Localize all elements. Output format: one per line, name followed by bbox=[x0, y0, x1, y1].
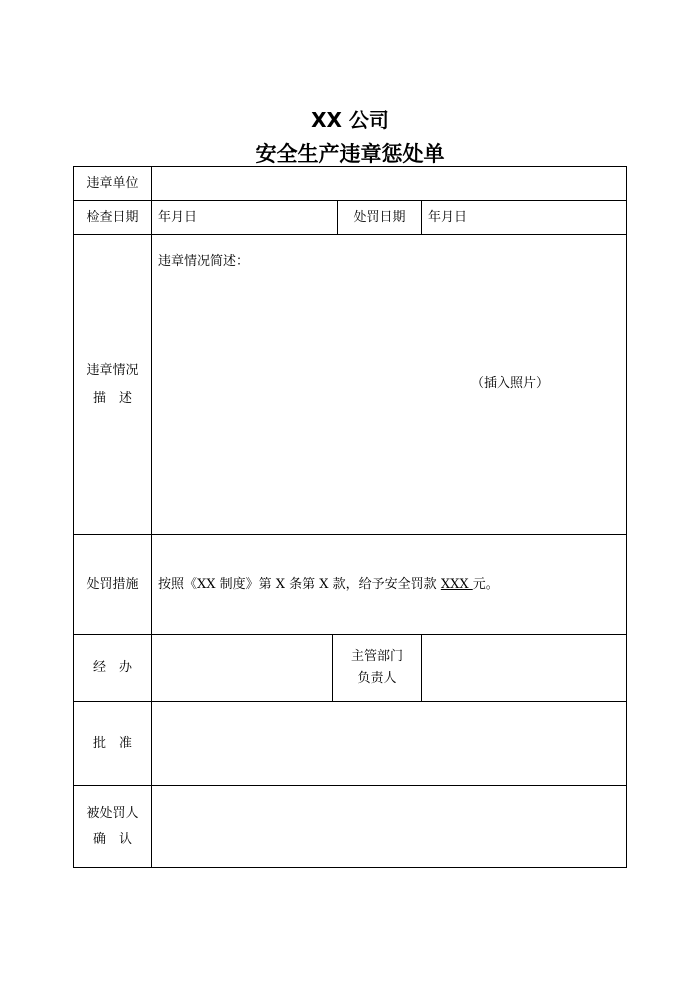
situation-prompt: 违章情况简述： bbox=[158, 254, 250, 269]
handler-field[interactable] bbox=[152, 635, 332, 701]
dept-head-label bbox=[333, 635, 421, 701]
form-border-bottom bbox=[73, 867, 627, 868]
measures-label: 处罚措施 bbox=[86, 576, 139, 592]
situation-label-line2: 描 述 bbox=[92, 390, 132, 406]
penalized-label bbox=[74, 786, 151, 867]
situation-label bbox=[74, 235, 151, 534]
penalized-label-line2: 确 认 bbox=[92, 831, 132, 847]
violation-penalty-form bbox=[73, 166, 627, 868]
situation-label-line1: 违章情况 bbox=[86, 362, 139, 378]
photo-placeholder[interactable]: （插入照片） bbox=[471, 376, 550, 391]
penalty-amount[interactable]: XXX bbox=[440, 576, 473, 592]
penalty-date-label: 处罚日期 bbox=[353, 209, 406, 225]
approval-label: 批 准 bbox=[92, 735, 132, 751]
penalized-field[interactable] bbox=[152, 786, 626, 867]
check-date-label: 检查日期 bbox=[86, 209, 139, 225]
check-date-field[interactable]: 年月日 bbox=[158, 209, 198, 225]
dept-head-label-line2: 负责人 bbox=[357, 671, 397, 686]
handler-label: 经 办 bbox=[92, 660, 132, 675]
penalized-label-line1: 被处罚人 bbox=[86, 805, 139, 821]
measures-text-suffix: 元。 bbox=[472, 576, 499, 592]
measures-text bbox=[158, 535, 620, 634]
row-divider bbox=[73, 234, 627, 235]
form-title: 安全生产违章惩处单 bbox=[255, 142, 445, 166]
dept-head-field[interactable] bbox=[422, 635, 626, 701]
dept-head-label-line1: 主管部门 bbox=[350, 649, 403, 664]
measures-text-prefix: 按照《XX 制度》第 X 条第 X 款，给予安全罚款 bbox=[158, 576, 441, 592]
approval-field[interactable] bbox=[152, 702, 626, 785]
unit-label: 违章单位 bbox=[86, 175, 139, 191]
company-name: XX 公司 bbox=[311, 108, 389, 132]
penalty-date-field[interactable]: 年月日 bbox=[428, 209, 468, 225]
unit-field[interactable] bbox=[152, 167, 626, 200]
form-border-right bbox=[626, 166, 627, 868]
